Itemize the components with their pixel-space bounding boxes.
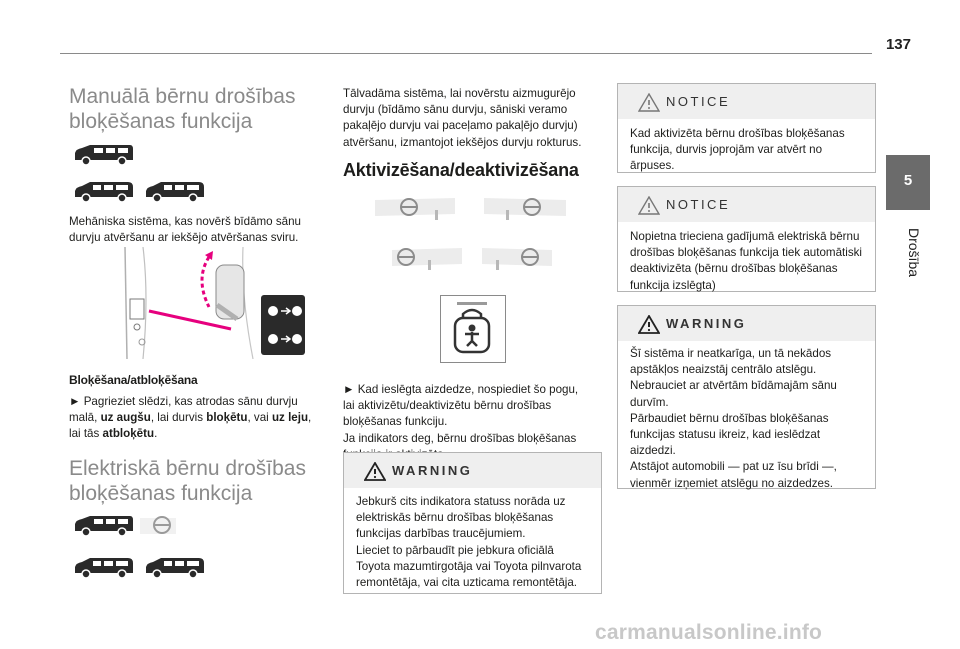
header-rule	[60, 53, 872, 54]
chapter-tab-number: 5	[903, 172, 913, 189]
activation-instructions: ► Kad ieslēgta aizdedze, nospiediet šo pogu, lai aktivizētu/deaktivizētu bērnu drošības bloķēšanas funkciju. Ja indikators deg, bērnu drošības bloķēšanas	[343, 383, 579, 445]
warning-title: WARNING	[392, 463, 473, 478]
door-switch-illustration	[113, 247, 311, 359]
steering-wheel-icon	[140, 514, 176, 540]
activation-heading: Aktivizēšana/deaktivizēšana	[343, 160, 579, 180]
page-number: 137	[885, 36, 911, 53]
van-icon	[72, 514, 134, 538]
dashboard-right-icon	[478, 196, 570, 222]
warning-box-middle: WARNING Jebkurš cits indikatora statuss norāda uz elektriskās bērnu drošības bloķēšanas funkcijas darbības traucējumiem. Lieciet to pārbaudīt pie jebkura oficiālā Toyota mazumtirgotāja vai Toyota pilnvarota remontētāja, vai cita uzticama remontētāja.	[343, 452, 602, 594]
lock-unlock-subheading: Bloķēšana/atbloķēšana	[69, 373, 198, 387]
warning-title: WARNING	[666, 316, 747, 331]
notice-triangle-icon	[638, 196, 660, 215]
electric-child-lock-heading: Elektriskā bērnu drošības bloķēšanas funkcija	[69, 457, 306, 505]
van-icon	[72, 143, 134, 167]
dashboard-center-left-icon	[392, 246, 470, 272]
notice-title: NOTICE	[666, 197, 731, 212]
notice-title: NOTICE	[666, 94, 731, 109]
warning-box-right: WARNING Šī sistēma ir neatkarīga, un tā nekādos apstākļos neaizstāj centrālo atslēgu. Nebrauciet ar atvērtām bīdāmajām sānu durvīm. Pārbaudiet bērnu drošības bloķēšanas funkcijas statusu ikreiz, kad ieslēdzat aizdedzi. Atstājot automobili — pat uz īsu brīdi —, vienmēr izņemiet atslēgu no aizdedzes.	[617, 305, 876, 489]
manual-child-lock-heading: Manuālā bērnu drošības bloķēšanas funkcija	[69, 85, 296, 133]
chapter-tab-label: Drošība	[906, 228, 922, 278]
mechanical-system-text: Mehāniska sistēma, kas novērš bīdāmo sānu durvju atvēršanu ar iekšējo atvēršanas sviru.	[69, 215, 301, 245]
long-mpv-icon	[143, 556, 205, 580]
mpv-icon	[72, 556, 134, 580]
long-mpv-icon	[143, 180, 205, 204]
notice-triangle-icon	[638, 93, 660, 112]
warning-triangle-icon	[638, 315, 660, 334]
warning-triangle-icon	[364, 462, 386, 481]
notice-box-2: NOTICE Nopietna trieciena gadījumā elektriskā bērnu drošības bloķēšanas funkcija tiek automātiski deaktivizēta (bērnu drošības bloķēšanas funkcija izslēgta)	[617, 186, 876, 292]
turn-switch-instructions: ► Pagrieziet slēdzi, kas atrodas sānu durvju malā, uz augšu, lai durvis bloķētu, vai uz leju, lai tās atbloķētu.	[69, 395, 312, 441]
remote-system-intro: Tālvadāma sistēma, lai novērstu aizmugurējo durvju (bīdāmo sānu durvju, sāniski veramo pakaļējo durvju vai paceļamo pakaļējo durvju) atvēršanu, izmantojot iekšējos durvju rokturus.	[343, 87, 582, 149]
dashboard-left-icon	[375, 196, 465, 222]
child-lock-icon	[441, 296, 505, 362]
watermark: carmanualsonline.info	[595, 621, 823, 644]
child-lock-button-illustration	[440, 295, 506, 363]
dashboard-center-right-icon	[478, 246, 554, 272]
mpv-icon	[72, 180, 134, 204]
notice-box-1: NOTICE Kad aktivizēta bērnu drošības bloķēšanas funkcija, durvis joprojām var atvērt no ārpuses.	[617, 83, 876, 173]
